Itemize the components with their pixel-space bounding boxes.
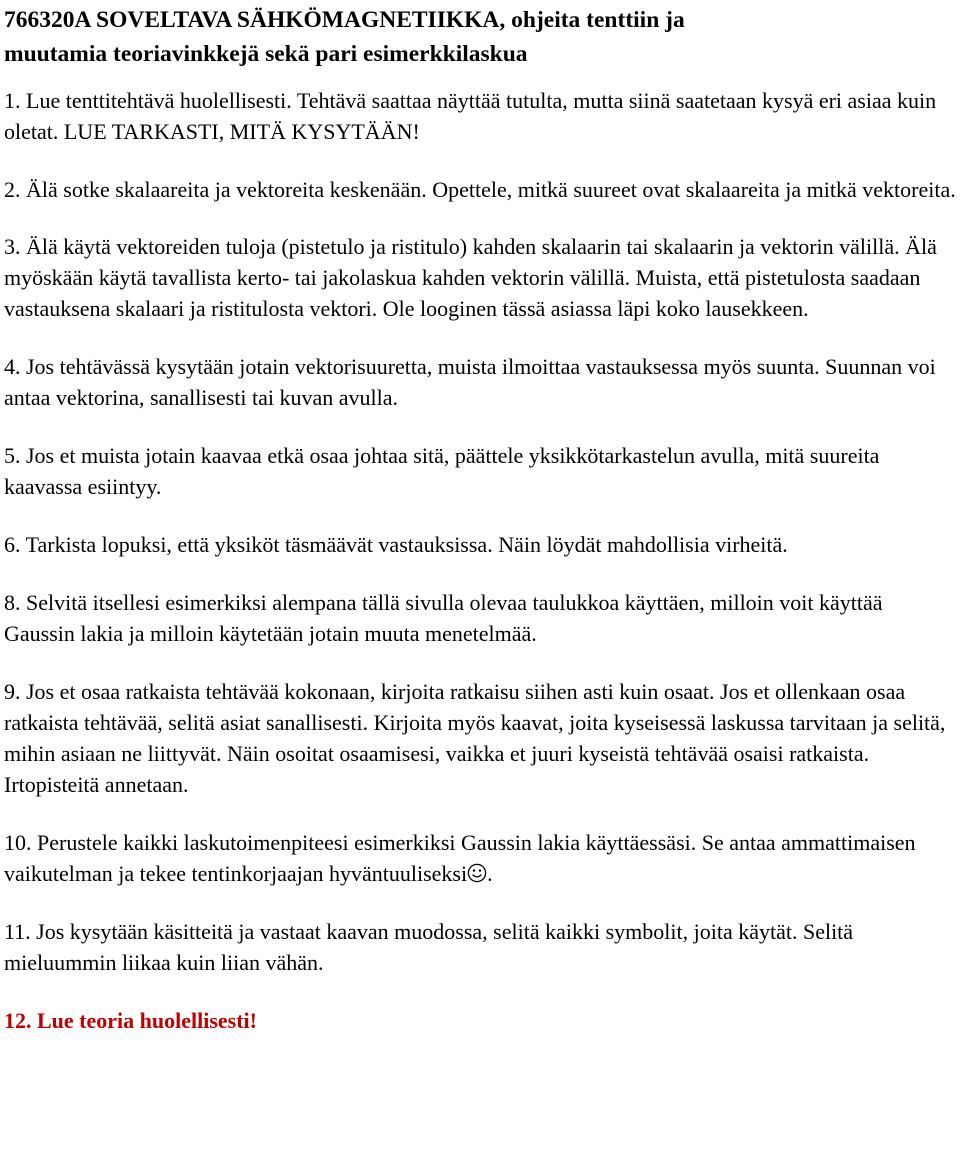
document-title	[4, 3, 956, 71]
smiley-icon	[467, 863, 487, 883]
title-line-2: muutamia teoriavinkkejä sekä pari esimerkkilaskua	[4, 41, 528, 67]
instruction-item-10	[4, 827, 956, 889]
instruction-item-2: 2. Älä sotke skalaareita ja vektoreita keskenään. Opettele, mitkä suureet ovat skalaareita ja mitkä vektoreita.	[4, 177, 956, 202]
instruction-item-6: 6. Tarkista lopuksi, että yksiköt täsmäävät vastauksissa. Näin löydät mahdollisia virheitä.	[4, 532, 788, 557]
instruction-item-8: 8. Selvitä itsellesi esimerkiksi alempana tällä sivulla olevaa taulukkoa käyttäen, milloin voit käyttää Gaussin lakia ja milloin käytetään jotain muuta menetelmää.	[4, 590, 883, 646]
instruction-item-1: 1. Lue tenttitehtävä huolellisesti. Tehtävä saattaa näyttää tutulta, mutta siinä saatetaan kysyä eri asiaa kuin oletat. LUE TARKASTI, MITÄ KYSYTÄÄN!	[4, 88, 937, 144]
instruction-item-11: 11. Jos kysytään käsitteitä ja vastaat kaavan muodossa, selitä kaikki symbolit, joita käytät. Selitä mieluummin liikaa kuin liian vähän.	[4, 919, 854, 975]
instruction-item-5: 5. Jos et muista jotain kaavaa etkä osaa johtaa sitä, päättele yksikkötarkastelun avulla, mitä suureita kaavassa esiintyy.	[4, 443, 880, 499]
instruction-item-12: 12. Lue teoria huolellisesti!	[4, 1008, 257, 1033]
instruction-item-4: 4. Jos tehtävässä kysytään jotain vektorisuuretta, muista ilmoittaa vastauksessa myös suunta. Suunnan voi antaa vektorina, sanallisesti tai kuvan avulla.	[4, 354, 936, 410]
instruction-item-10-end: .	[487, 861, 493, 886]
instruction-item-9: 9. Jos et osaa ratkaista tehtävää kokonaan, kirjoita ratkaisu siihen asti kuin osaat. Jos et ollenkaan osaa ratkaista tehtävää, selitä asiat sanallisesti. Kirjoita myös kaavat, joita kyseisessä laskussa tarvitaan ja selitä, mihin asiaan ne liittyvät. Näin osoitat osaamisesi, vaikka et juuri kyseistä tehtävää osaisi ratkaista. Irtopisteitä annetaan.	[4, 679, 946, 797]
instruction-item-10-text: 10. Perustele kaikki laskutoimenpiteesi esimerkiksi Gaussin lakia käyttäessäsi. Se antaa ammattimaisen vaikutelman ja tekee tentinkorjaajan hyväntuuliseksi	[4, 830, 916, 886]
instruction-item-3: 3. Älä käytä vektoreiden tuloja (pistetulo ja ristitulo) kahden skalaarin tai skalaarin ja vektorin välillä. Älä myöskään käytä tavallista kerto- tai jakolaskua kahden vektorin välillä. Muista, että pistetulosta saadaan vastauksena skalaari ja ristitulosta vektori. Ole looginen tässä asiassa läpi koko lausekkeen.	[4, 234, 937, 321]
title-line-1: 766320A SOVELTAVA SÄHKÖMAGNETIIKKA, ohjeita tenttiin ja	[4, 7, 685, 33]
